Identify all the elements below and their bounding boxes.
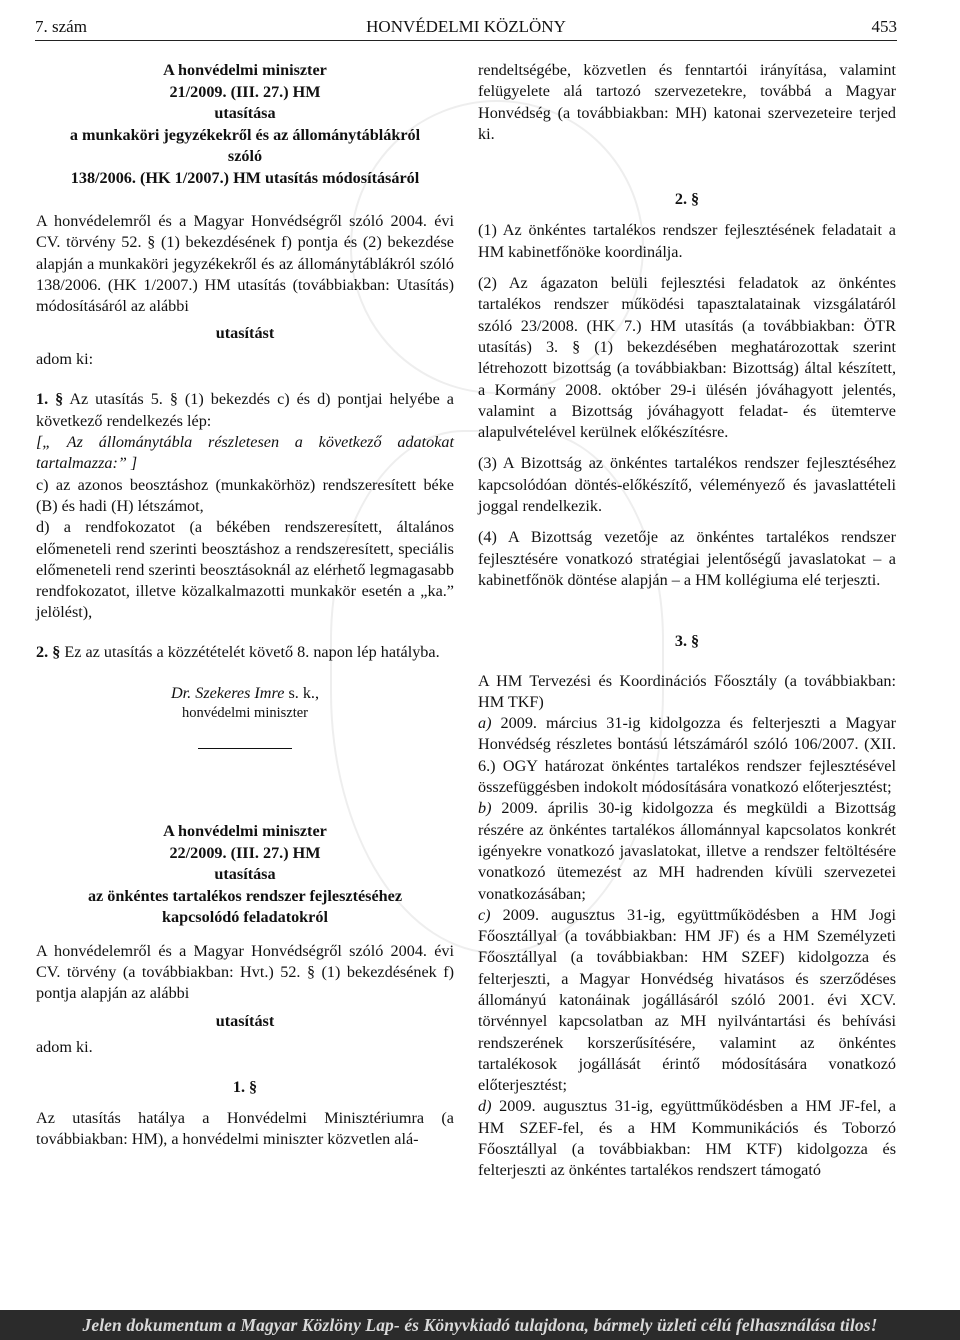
doc1-title-line: utasítása xyxy=(214,104,276,122)
s3-d-label: d) xyxy=(478,1097,492,1116)
signatory-title: honvédelmi miniszter xyxy=(181,705,309,722)
doc2-preamble: A honvédelemről és a Magyar Honvédségről szóló 2004. évi CV. törvény (a továbbiakban: Hvt.) 52. § (1) bekezdésének f) pontja alapján az alábbi xyxy=(36,941,454,1003)
doc1-adom-ki: adom ki: xyxy=(36,350,94,369)
doc2-s3-point-a xyxy=(478,713,896,798)
doc2-enactment xyxy=(36,1005,454,1061)
doc2-s3-point-d xyxy=(478,1096,896,1181)
doc1-section-2 xyxy=(36,642,454,663)
doc2-title-line: kapcsolódó feladatokról xyxy=(162,908,328,927)
doc2-s2-heading: 2. § xyxy=(674,190,700,209)
s3-a-text: 2009. március 31-ig kidolgozza és felterjeszti a Magyar Honvédség részletes bontású létszámáról szóló 106/2007. (XII. 6.) OGY határozat önkéntes tartalékos rendszer fejlesztésével összefüggésben indokolt módosítására vonatkozó előterjesztést; xyxy=(478,714,896,797)
signatory-name: Dr. Szekeres Imre xyxy=(170,684,285,703)
s3-c-label: c) xyxy=(478,905,491,924)
doc2-s1-heading: 1. § xyxy=(232,1077,258,1096)
doc1-s1-text: Az utasítás 5. § (1) bekezdés c) és d) pontjai helyébe a következő rendelkezés lép: xyxy=(36,390,454,430)
issue-number: 7. szám xyxy=(35,17,87,36)
doc1-s1-point-d: d) a rendfokozatot (a békében rendszeresített, általános előmeneteli rend szerinti beosztáshoz a rendszeresített, speciális előmeneteli rend szerinti beosztásoknál az elérhető legmagasabb rendfokozatot, illetve közalkalmazotti munkakör esetén a „ka.” jelölést), xyxy=(36,518,454,622)
doc2-title xyxy=(36,821,454,929)
doc2-s3-point-c xyxy=(478,905,896,1097)
doc1-s1-quote: [„ Az állománytábla részletesen a következő adatokat tartalmazza:” ] xyxy=(36,433,454,473)
doc2-s1-text: Az utasítás hatálya a Honvédelmi Minisztériumra (a továbbiakban: HM), a honvédelmi miniszter közvetlen alá- xyxy=(36,1109,454,1149)
doc2-title-line: utasítása xyxy=(214,865,276,884)
doc2-s2-p1: (1) Az önkéntes tartalékos rendszer fejlesztésének feladatait a HM kabinetfőnöke koordinálja. xyxy=(478,221,896,261)
doc1-s1-number: 1. § xyxy=(36,390,64,409)
doc2-title-line: 22/2009. (III. 27.) HM xyxy=(169,843,321,862)
signatory-sk: s. k., xyxy=(288,684,320,703)
s3-b-label: b) xyxy=(478,799,492,818)
s3-b-text: 2009. április 30-ig kidolgozza és megküldi a Bizottság részére az önkéntes tartalékos állománnyal kapcsolatos konkrét igényekre vonatkozó javaslatokat, illetve a rendszer feltöltésére vonatkozó ütemezést az MH hadrenden kívüli szervezetei vonatkozásában; xyxy=(478,799,897,903)
doc1-s2-text: Ez az utasítás a közzétételét követő 8. napon lép hatályba. xyxy=(64,642,440,661)
separator-rule xyxy=(198,748,292,749)
doc2-adom-ki: adom ki. xyxy=(36,1037,93,1056)
doc1-title-line: szóló xyxy=(227,147,263,165)
copyright-footer: Jelen dokumentum a Magyar Közlöny Lap- és Könyvkiadó tulajdona, bármely üzleti célú felhasználása tilos! xyxy=(0,1310,960,1340)
s3-c-text: 2009. augusztus 31-ig, együttműködésben a HM Jogi Főosztállyal (a továbbiakban: HM JF) és a HM Személyzeti Főosztállyal (a továbbiakban: HM SZEF) kidolgozza és felterjeszti, a Magyar Honvédség hivatásos és szerződéses állományú katonáinak jogállásáról szóló 2001. évi XCV. törvénnyel kapcsolatban az MH nyilvántartási és behívási rendszerének korszerűsítésére, valamint az önkéntes tartalékosok jogállását érintő módosítására vonatkozó előterjesztést; xyxy=(478,905,897,1095)
doc1-utasitast: utasítást xyxy=(215,324,275,343)
doc1-title-line: A honvédelmi miniszter xyxy=(163,61,327,79)
doc1-s2-number: 2. § xyxy=(36,642,61,661)
doc1-signature xyxy=(36,683,454,722)
doc1-title xyxy=(36,60,454,189)
s3-d-text: 2009. augusztus 31-ig, együttműködésben a HM JF-fel, a HM SZEF-fel, és a HM Kommunikációs és Toborzó Főosztállyal (a továbbiakban: HM KTF) kidolgozza és felterjeszti az önkéntes tartalékos rendszert támogató xyxy=(478,1097,896,1180)
right-column xyxy=(478,60,896,1182)
doc2-utasitast: utasítást xyxy=(215,1011,275,1030)
doc2-title-line: az önkéntes tartalékos rendszer fejlesztéséhez xyxy=(87,886,403,905)
doc1-title-line: 138/2006. (HK 1/2007.) HM utasítás módosításáról xyxy=(70,168,420,187)
doc1-section-1 xyxy=(36,389,454,432)
doc1-s1-point-c: c) az azonos beosztáshoz (munkakörhöz) rendszeresített béke (B) és hadi (H) létszámot, xyxy=(36,475,454,515)
page-number: 453 xyxy=(871,17,897,36)
doc2-s3-intro: A HM Tervezési és Koordinációs Főosztály (a továbbiakban: HM TKF) xyxy=(478,671,896,711)
doc1-preamble: A honvédelemről és a Magyar Honvédségről szóló 2004. évi CV. törvény 52. § (1) bekezdésének f) pontja és (2) bekezdése alapján a munkaköri jegyzékekről és az állománytáblákról szóló 138/2006. (HK 1/2007.) HM utasítás (továbbiakban: Utasítás) módosításáról az alábbi xyxy=(36,212,454,316)
doc1-enactment xyxy=(36,317,454,373)
doc2-s2-p2: (2) Az ágazaton belüli fejlesztési feladatok az önkéntes tartalékos rendszer működési tapasztalatainak vizsgálatáról szóló 23/2008. (HK 7.) HM utasítás (a továbbiakban: ÖTR utasítás) 3. § (1) bekezdésében meghatározottak szerint létrehozott bizottság (a továbbiakban: Bizottság) által készített, a Kormány 2008. október 29-i ülésén jóváhagyott jelentés, valamint a Bizottság jóváhagyott feladat- és ütemterve alapulvételével kerülnek előkészítésre. xyxy=(478,274,896,442)
doc2-s2-p4: (4) A Bizottság vezetője az önkéntes tartalékos rendszer fejlesztésére vonatkozó stratégiai jelentőségű javaslatokat – a kabinetfőnök döntése alapján – a HM kollégiuma elé terjeszti. xyxy=(478,528,896,589)
page-header xyxy=(35,14,897,41)
doc2-s3-point-b xyxy=(478,798,896,904)
doc2-title-line: A honvédelmi miniszter xyxy=(163,822,327,841)
s3-a-label: a) xyxy=(478,714,492,733)
doc1-title-line: 21/2009. (III. 27.) HM xyxy=(169,82,321,101)
doc1-title-line: a munkaköri jegyzékekről és az állománytáblákról xyxy=(69,125,421,144)
journal-title: HONVÉDELMI KÖZLÖNY xyxy=(366,17,566,36)
left-column xyxy=(36,60,454,1151)
doc2-s3-heading: 3. § xyxy=(674,632,700,651)
doc2-s2-p3: (3) A Bizottság az önkéntes tartalékos rendszer fejlesztéséhez kapcsolódóan döntés-előkészítő, véleményező és javaslattételi joggal rendelkezik. xyxy=(478,454,896,516)
doc2-s1-continuation: rendeltségébe, közvetlen és fenntartói irányítása, valamint felügyelete alá tartozó szervezetekre, továbbá a Magyar Honvédség (a továbbiakban: MH) katonai szervezeteire terjed ki. xyxy=(478,61,896,143)
